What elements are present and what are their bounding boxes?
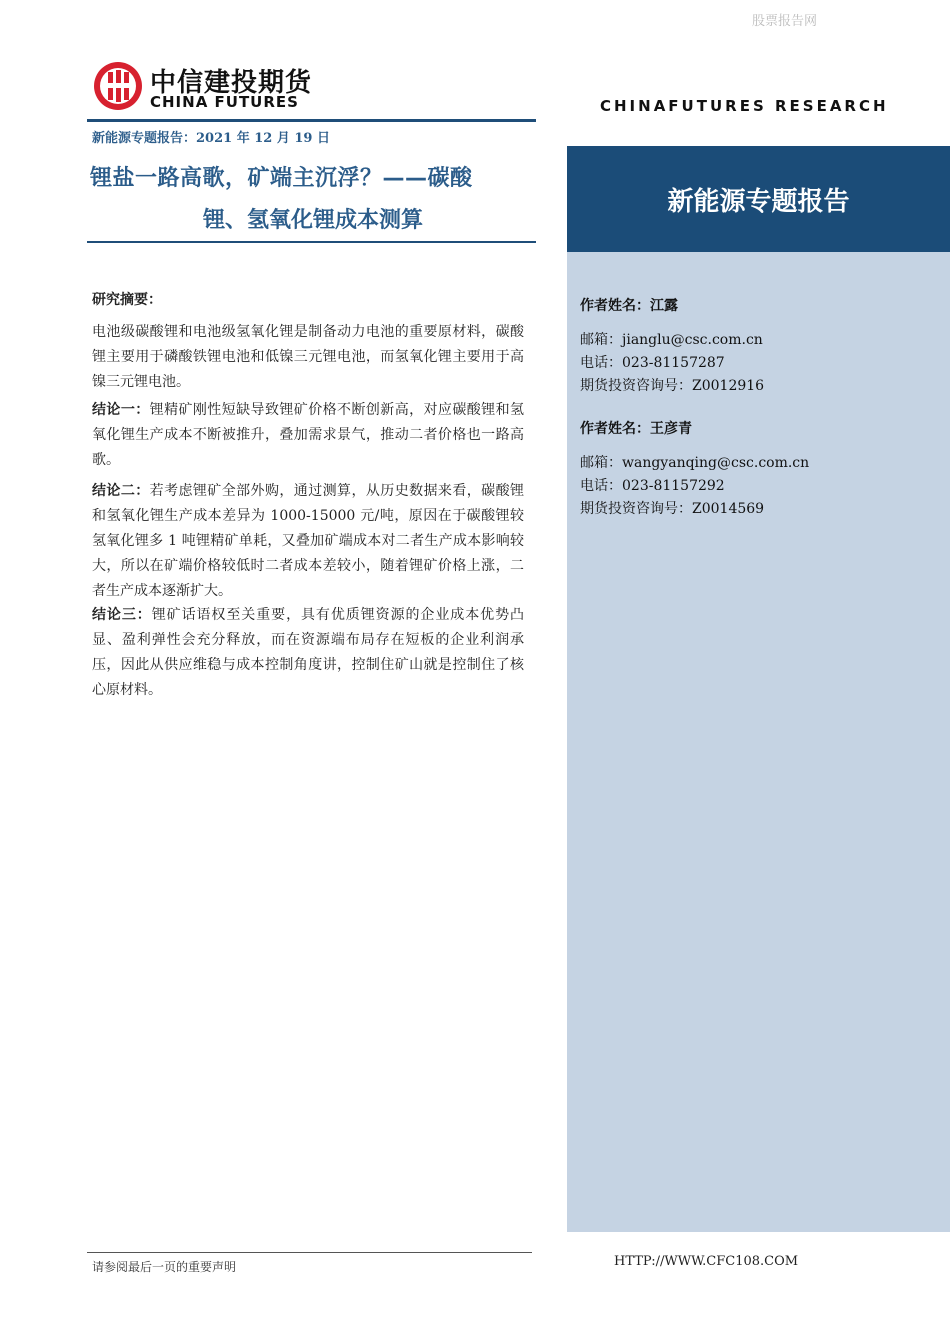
header-research-label: CHINAFUTURES RESEARCH xyxy=(600,97,889,115)
author-name: 作者姓名：江露 xyxy=(580,298,678,314)
report-date-line: 新能源专题报告：2021 年 12 月 19 日 xyxy=(92,131,330,146)
report-title xyxy=(90,158,536,242)
author-block-1 xyxy=(580,295,764,398)
brand-name-en: CHINA FUTURES xyxy=(150,93,299,111)
summary-heading: 研究摘要： xyxy=(92,292,162,308)
footer-divider xyxy=(87,1252,532,1253)
website-link[interactable]: HTTP://WWW.CFC108.COM xyxy=(614,1254,799,1269)
conclusion-label: 结论一： xyxy=(92,402,150,418)
summary-intro: 电池级碳酸锂和电池级氢氧化锂是制备动力电池的重要原材料，碳酸锂主要用于磷酸铁锂电池和低镍三元锂电池，而氢氧化锂主要用于高镍三元锂电池。 xyxy=(92,324,524,390)
author-license: 期货投资咨询号：Z0014569 xyxy=(580,501,765,517)
conclusion-3 xyxy=(92,603,524,703)
conclusion-text: 若考虑锂矿全部外购，通过测算，从历史数据来看，碳酸锂和氢氧化锂生产成本差异为 1000-15000 元/吨，原因在于碳酸锂较氢氧化锂多 1 吨锂精矿单耗，又叠加矿端成本对二者生产成本影响较大，所以在矿端价格较低时二者成本差较小，随着锂矿价格上涨，二者生产成本逐渐扩大。 xyxy=(92,483,524,599)
conclusion-text: 锂精矿刚性短缺导致锂矿价格不断创新高，对应碳酸锂和氢氧化锂生产成本不断被推升，叠加需求景气，推动二者价格也一路高歌。 xyxy=(92,402,524,468)
conclusion-2 xyxy=(92,479,524,604)
report-title-line1: 锂盐一路高歌，矿端主沉浮？——碳酸 xyxy=(90,166,473,191)
report-title-line2: 锂、氢氧化锂成本测算 xyxy=(202,208,423,233)
author-email: 邮箱：wangyanqing@csc.com.cn xyxy=(580,455,810,471)
conclusion-text: 锂矿话语权至关重要，具有优质锂资源的企业成本优势凸显、盈利弹性会充分释放，而在资源端布局存在短板的企业利润承压，因此从供应维稳与成本控制角度讲，控制住矿山就是控制住了核心原材料。 xyxy=(92,607,525,698)
author-name: 作者姓名：王彦青 xyxy=(580,421,692,437)
conclusion-label: 结论三： xyxy=(92,607,152,623)
author-phone: 电话：023-81157287 xyxy=(580,355,725,371)
brand-name-cn: 中信建投期货 xyxy=(150,68,313,98)
disclaimer-note: 请参阅最后一页的重要声明 xyxy=(92,1260,237,1274)
brand-emblem-icon xyxy=(92,60,144,112)
author-phone: 电话：023-81157292 xyxy=(580,478,725,494)
author-block-2 xyxy=(580,418,809,521)
header-divider xyxy=(87,119,536,122)
title-divider xyxy=(87,241,536,243)
author-email: 邮箱：jianglu@csc.com.cn xyxy=(580,332,763,348)
watermark-text: 股票报告网 xyxy=(752,14,818,29)
author-license: 期货投资咨询号：Z0012916 xyxy=(580,378,765,394)
conclusion-label: 结论二： xyxy=(92,483,150,499)
brand-logo xyxy=(92,60,332,116)
sidebar-report-type: 新能源专题报告 xyxy=(567,146,950,252)
conclusion-1 xyxy=(92,398,524,473)
